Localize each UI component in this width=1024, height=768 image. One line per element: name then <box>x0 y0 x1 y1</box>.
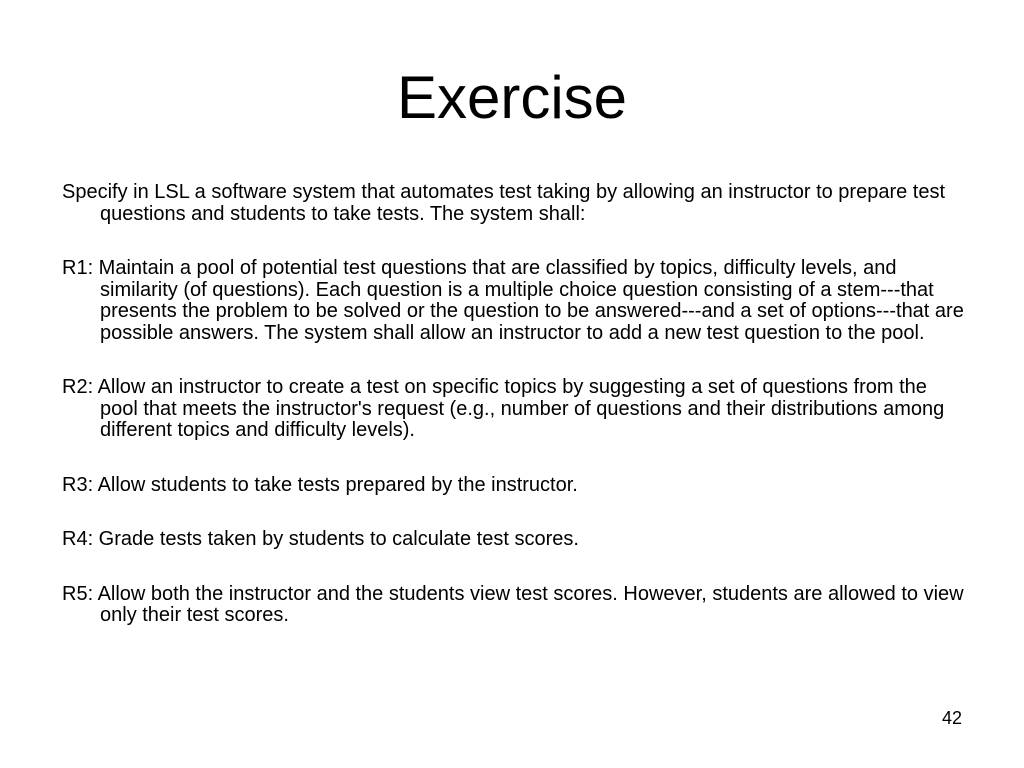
intro-paragraph: Specify in LSL a software system that automates test taking by allowing an instructor to prepare test questions and students to take tests. The system shall: <box>62 181 946 225</box>
requirement-r3: R3: Allow students to take tests prepared by the instructor. <box>62 473 578 496</box>
requirement-r2: R2: Allow an instructor to create a test on specific topics by suggesting a set of questions from the pool that meets the instructor's request (e.g., number of questions and their distributions among different topics and difficulty levels). <box>62 376 945 441</box>
slide-title: Exercise <box>396 64 628 131</box>
requirement-r4: R4: Grade tests taken by students to calculate test scores. <box>62 528 579 550</box>
requirement-r5: R5: Allow both the instructor and the students view test scores. However, students are allowed to view only their test scores. <box>62 582 964 626</box>
slide-body <box>62 182 967 660</box>
slide-number: 42 <box>941 708 962 728</box>
requirement-r1: R1: Maintain a pool of potential test questions that are classified by topics, difficulty levels, and similarity (of questions). Each question is a multiple choice question consisting of a stem---that presents the problem to be solved or the question to be answered---and a set of options---that are possible answers. The system shall allow an instructor to add a new test question to the pool. <box>62 257 964 344</box>
